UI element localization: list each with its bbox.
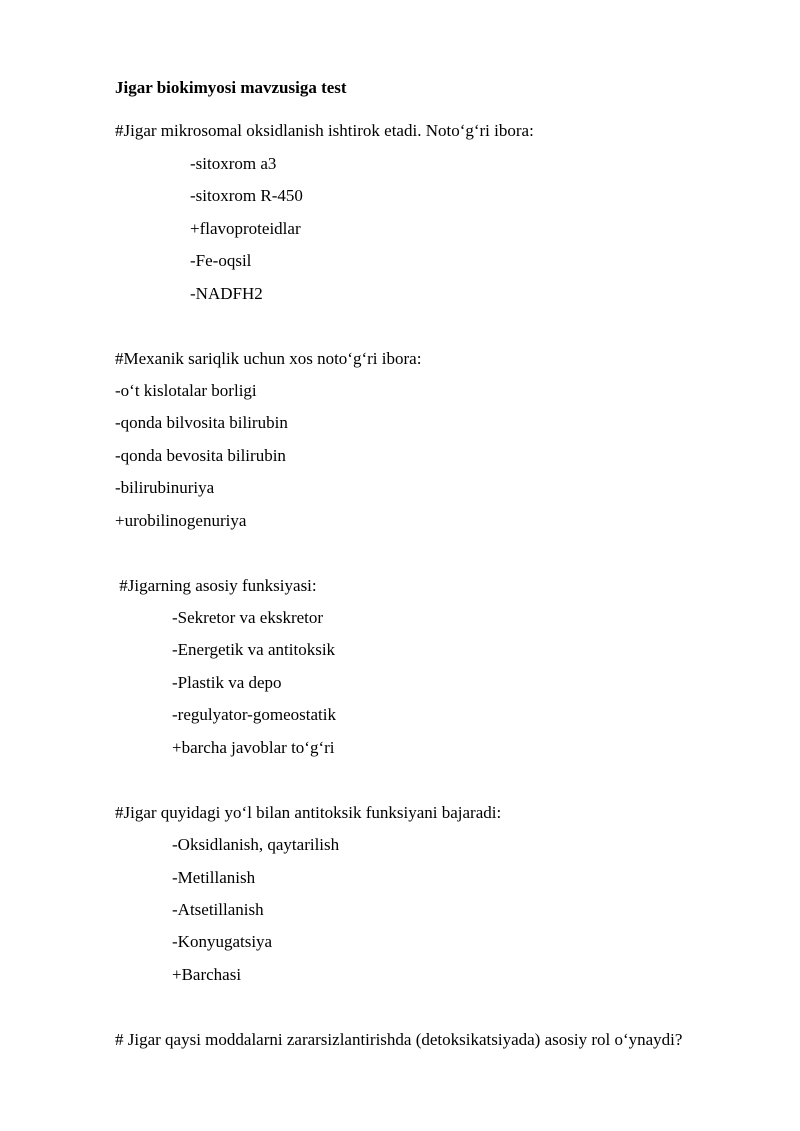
question-3-option-4: -regulyator-gomeostatik — [172, 705, 336, 724]
question-2-option-5: +urobilinogenuriya — [115, 511, 247, 530]
question-2-text: #Mexanik sariqlik uchun xos noto‘g‘ri ibora: — [115, 349, 422, 368]
question-3-option-2: -Energetik va antitoksik — [172, 640, 336, 659]
question-2-option-3: -qonda bevosita bilirubin — [115, 446, 286, 465]
question-1-option-2: -sitoxrom R-450 — [190, 186, 303, 205]
document-title: Jigar biokimyosi mavzusiga test — [115, 78, 347, 97]
question-4-option-2: -Metillanish — [172, 868, 256, 887]
question-4-option-3: -Atsetillanish — [172, 900, 264, 919]
question-4-option-4: -Konyugatsiya — [172, 932, 273, 951]
question-4-option-5: +Barchasi — [172, 965, 242, 984]
question-4-option-1: -Oksidlanish, qaytarilish — [172, 835, 340, 854]
question-2-option-4: -bilirubinuriya — [115, 478, 215, 497]
question-1-option-1: -sitoxrom a3 — [190, 154, 277, 173]
question-3-text: #Jigarning asosiy funksiyasi: — [115, 576, 317, 595]
question-1-option-3: +flavoproteidlar — [190, 219, 301, 238]
question-1-option-5: -NADFH2 — [190, 284, 263, 303]
question-3-option-5: +barcha javoblar to‘g‘ri — [172, 738, 335, 757]
question-5-text: # Jigar qaysi moddalarni zararsizlantirishda (detoksikatsiyada) asosiy rol o‘ynaydi? — [115, 1030, 683, 1049]
question-3-option-3: -Plastik va depo — [172, 673, 282, 692]
question-2-option-2: -qonda bilvosita bilirubin — [115, 413, 288, 432]
question-1-option-4: -Fe-oqsil — [190, 251, 252, 270]
question-4-text: #Jigar quyidagi yo‘l bilan antitoksik funksiyani bajaradi: — [115, 803, 502, 822]
question-3-option-1: -Sekretor va ekskretor — [172, 608, 324, 627]
question-2-option-1: -o‘t kislotalar borligi — [115, 381, 257, 400]
question-1-text: #Jigar mikrosomal oksidlanish ishtirok etadi. Noto‘g‘ri ibora: — [115, 121, 534, 140]
